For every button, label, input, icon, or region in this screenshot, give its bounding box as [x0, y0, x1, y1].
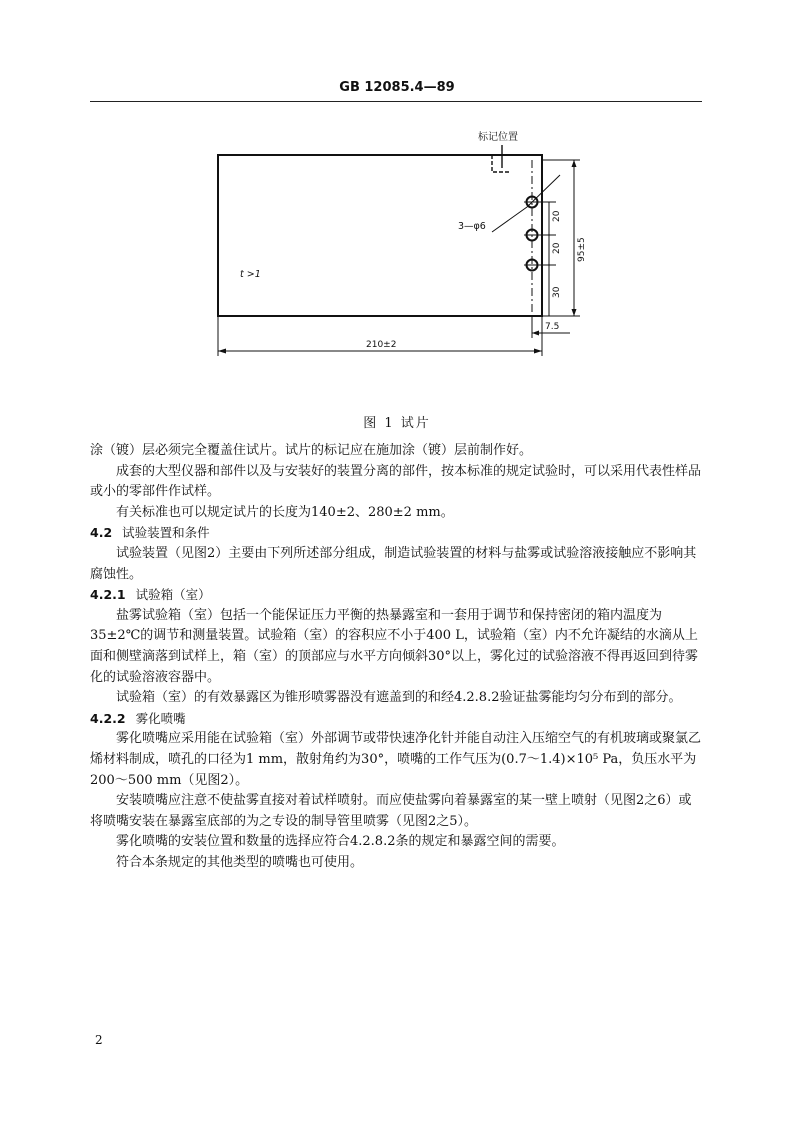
thickness-label: t >1: [240, 269, 261, 280]
dim-95-label: 95±5: [577, 237, 587, 262]
paragraph-8: 安装喷嘴应注意不使盐雾直接对着试样喷射。而应使盐雾向着暴露室的某一壁上喷射（见图2之6）或将喷嘴安装在暴露室底部的为之专设的制导管里喷雾（见图2之5）。: [90, 793, 692, 829]
paragraph-1: 涂（镀）层必须完全覆盖住试片。试片的标记应在施加涂（镀）层前制作好。: [90, 443, 533, 458]
holes-label: 3—φ6: [458, 221, 486, 232]
dim-7-5-label: 7.5: [545, 322, 560, 332]
standard-code-header: GB 12085.4—89: [339, 80, 455, 95]
paragraph-3: 有关标准也可以规定试片的长度为140±2、280±2 mm。: [116, 504, 454, 520]
mark-position-corner: [492, 155, 510, 172]
panel-outline: [218, 155, 542, 316]
section-4-2-1-heading: 4.2.1 试验箱（室）: [90, 587, 211, 603]
paragraph-4: 试验装置（见图2）主要由下列所述部分组成，制造试验装置的材料与盐雾或试验溶液接触应不影响其腐蚀性。: [90, 545, 697, 582]
body-text: [90, 441, 702, 873]
section-4-2-heading: 4.2 试验装置和条件: [90, 525, 210, 541]
dim-30-label: 30: [552, 286, 562, 298]
paragraph-2: 成套的大型仪器和部件以及与安装好的装置分离的部件，按本标准的规定试验时，可以采用代表性样品或小的零部件作试样。: [90, 463, 702, 500]
section-4-2-2-heading: 4.2.2 雾化喷嘴: [90, 710, 186, 726]
figure-caption: 图 1 试片: [363, 416, 431, 431]
paragraph-6: 试验箱（室）的有效暴露区为锥形喷雾器没有遮盖到的和经4.2.8.2验证盐雾能均匀分布到的部分。: [116, 690, 682, 706]
paragraph-10: 符合本条规定的其他类型的喷嘴也可使用。: [116, 854, 364, 870]
dim-210-label: 210±2: [366, 340, 397, 350]
figure-1-test-panel-drawing: [0, 110, 794, 410]
paragraph-7: 雾化喷嘴应采用能在试验箱（室）外部调节或带快速净化针并能自动注入压缩空气的有机玻璃或聚氯乙烯材料制成，喷孔的口径为1 mm，散射角约为30°，喷嘴的工作气压为(0.7～1.4)×10⁵ Pa，负压水平为200～500 mm（见图2）。: [90, 731, 702, 788]
page-number: 2: [95, 1033, 103, 1047]
dim-20b-label: 20: [552, 242, 562, 254]
dim-20a-label: 20: [552, 210, 562, 222]
header-rule: [90, 101, 702, 102]
mark-position-label: 标记位置: [478, 132, 518, 143]
paragraph-9: 雾化喷嘴的安装位置和数量的选择应符合4.2.8.2条的规定和暴露空间的需要。: [116, 834, 565, 850]
paragraph-5: 盐雾试验箱（室）包括一个能保证压力平衡的热暴露室和一套用于调节和保持密闭的箱内温度为35±2℃的调节和测量装置。试验箱（室）的容积应不小于400 L，试验箱（室）内不允许凝结的水滴从上面和侧壁滴落到试样上，箱（室）的顶部应与水平方向倾斜30°以上，雾化过的试验溶液不得再返回到待雾化的试验溶液容器中。: [90, 607, 699, 685]
